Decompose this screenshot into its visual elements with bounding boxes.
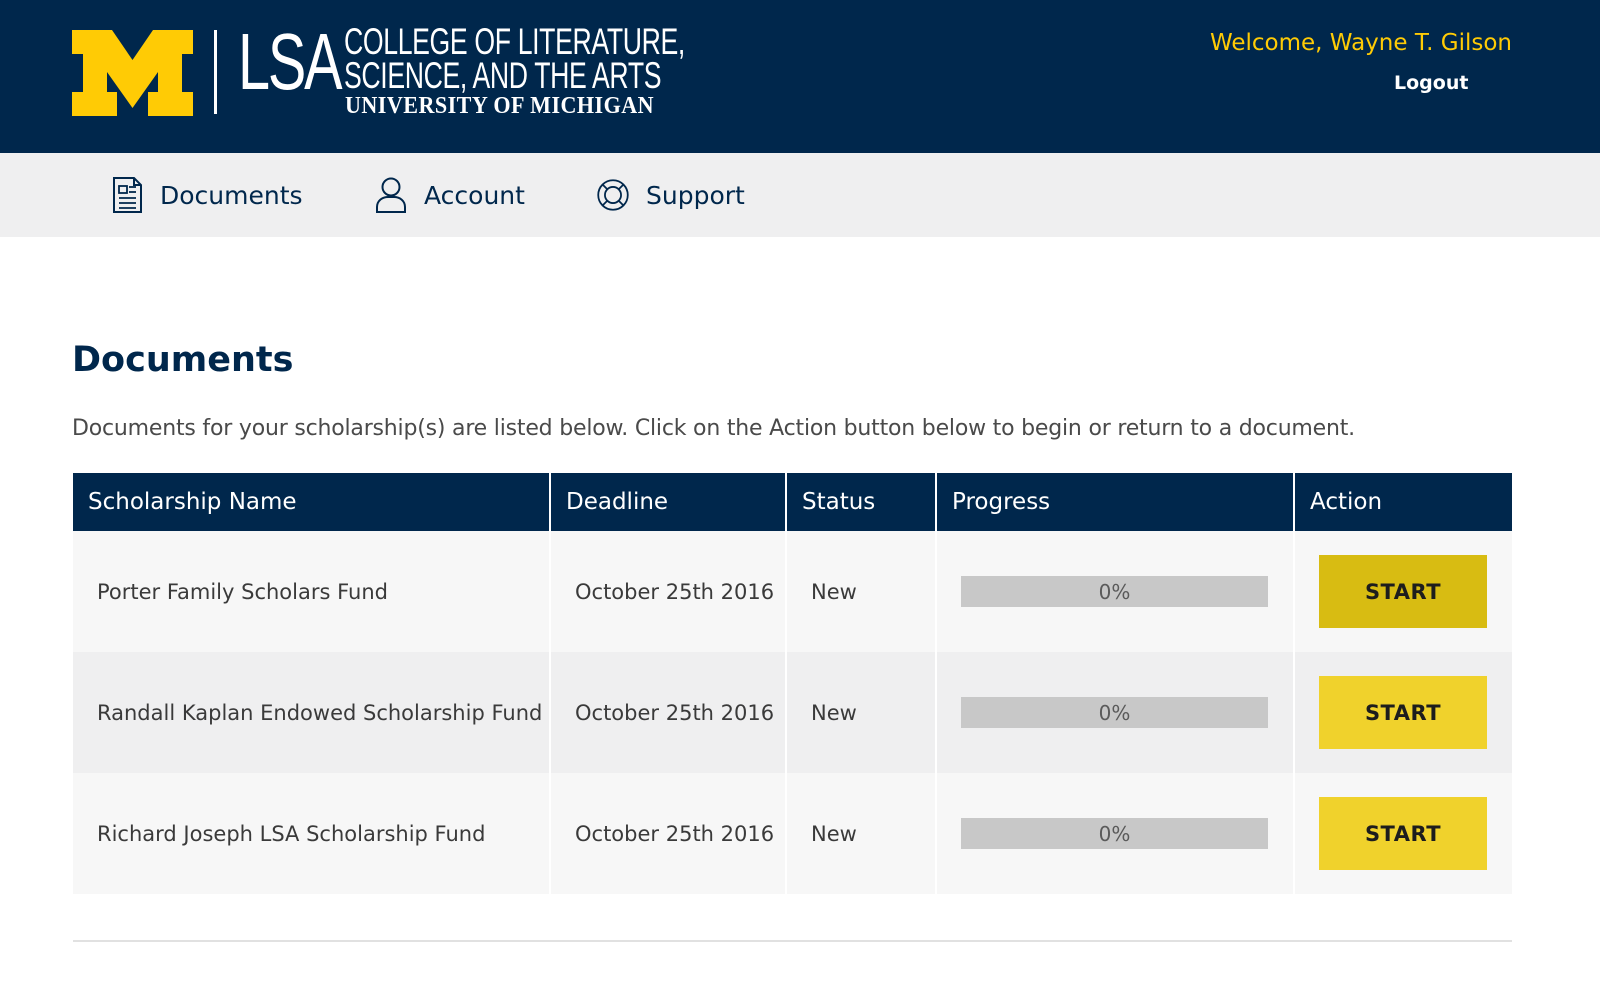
status: New — [787, 773, 937, 894]
table-row — [73, 773, 1512, 894]
document-icon — [110, 176, 144, 214]
block-m-logo-icon — [72, 30, 193, 116]
deadline: October 25th 2016 — [551, 531, 787, 652]
action-cell — [1295, 773, 1512, 894]
nav-item-documents-label: Documents — [160, 180, 303, 210]
start-button[interactable]: START — [1319, 797, 1487, 870]
progress-bar — [961, 576, 1268, 607]
logo-divider — [214, 30, 217, 114]
nav-item-account[interactable] — [374, 153, 525, 237]
progress-bar — [961, 697, 1268, 728]
scholarship-name: Richard Joseph LSA Scholarship Fund — [73, 773, 551, 894]
start-button[interactable]: START — [1319, 676, 1487, 749]
progress-cell — [937, 773, 1295, 894]
status: New — [787, 652, 937, 773]
logo-lsa-text: LSA — [238, 17, 341, 106]
column-header-scholarship-name: Scholarship Name — [73, 473, 551, 531]
logo-college-line1: COLLEGE OF LITERATURE, — [344, 21, 685, 62]
column-header-status: Status — [787, 473, 937, 531]
deadline: October 25th 2016 — [551, 773, 787, 894]
nav-item-account-label: Account — [424, 180, 525, 210]
column-header-deadline: Deadline — [551, 473, 787, 531]
main-nav — [0, 153, 1600, 237]
start-button[interactable]: START — [1319, 555, 1487, 628]
documents-table — [73, 473, 1512, 894]
table-row — [73, 531, 1512, 652]
site-header — [0, 0, 1600, 153]
table-row — [73, 652, 1512, 773]
footer-divider — [73, 940, 1512, 942]
progress-bar — [961, 818, 1268, 849]
deadline: October 25th 2016 — [551, 652, 787, 773]
progress-cell — [937, 531, 1295, 652]
scholarship-name: Porter Family Scholars Fund — [73, 531, 551, 652]
scholarship-name: Randall Kaplan Endowed Scholarship Fund — [73, 652, 551, 773]
nav-item-support[interactable] — [596, 153, 745, 237]
progress-cell — [937, 652, 1295, 773]
status: New — [787, 531, 937, 652]
welcome-message: Welcome, Wayne T. Gilson — [1209, 30, 1512, 56]
nav-item-support-label: Support — [646, 180, 745, 210]
action-cell — [1295, 652, 1512, 773]
lifebuoy-icon — [596, 176, 630, 214]
progress-percent: 0% — [1098, 700, 1131, 725]
column-header-action: Action — [1310, 489, 1383, 515]
logo-college-line2: SCIENCE, AND THE ARTS — [344, 55, 662, 96]
logout-link[interactable]: Logout — [1394, 72, 1469, 94]
page-intro: Documents for your scholarship(s) are listed below. Click on the Action button below to begin or return to a document. — [72, 416, 1355, 441]
progress-percent: 0% — [1098, 579, 1131, 604]
logo-college-text — [344, 21, 685, 96]
action-cell — [1295, 531, 1512, 652]
column-header-progress: Progress — [937, 473, 1295, 531]
table-header — [73, 473, 1512, 531]
nav-item-documents[interactable] — [110, 153, 303, 237]
page-title: Documents — [72, 340, 294, 380]
user-icon — [374, 176, 408, 214]
logo-university-text: UNIVERSITY OF MICHIGAN — [345, 93, 655, 119]
progress-percent: 0% — [1098, 821, 1131, 846]
